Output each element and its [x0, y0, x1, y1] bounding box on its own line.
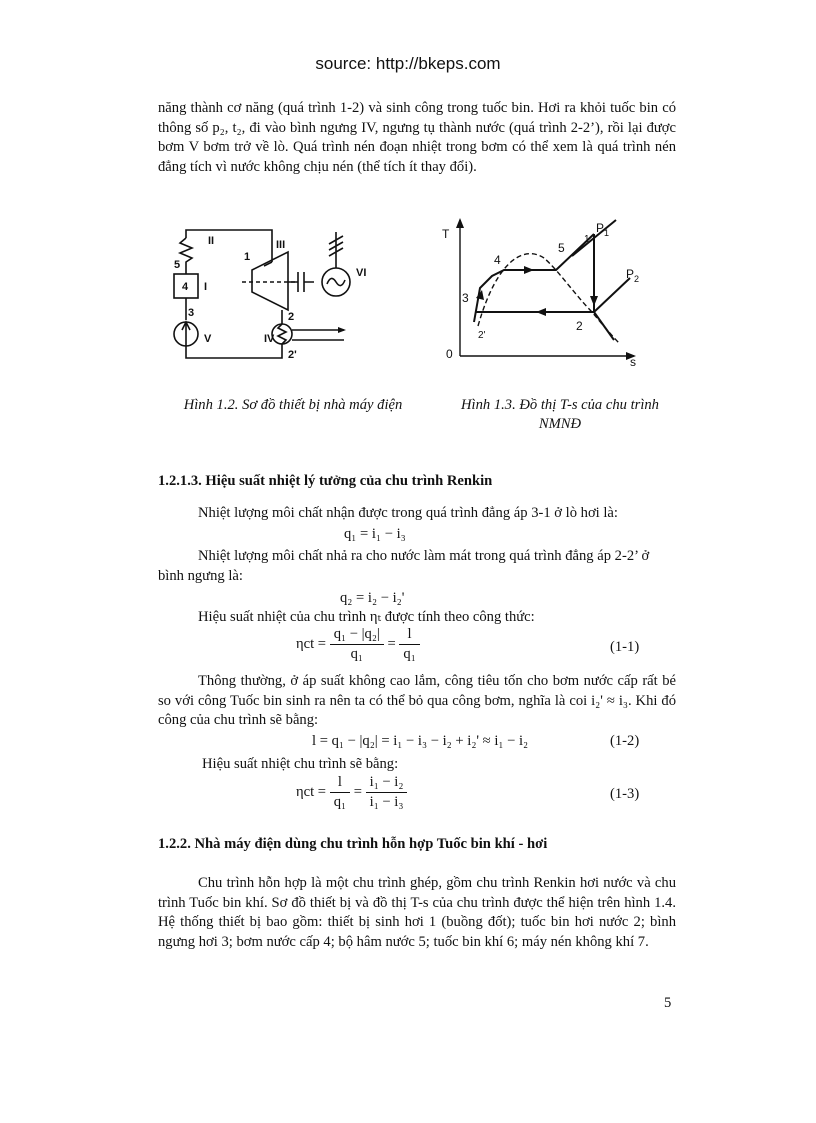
axis-s: s: [630, 355, 636, 369]
eq11-equals: =: [387, 635, 396, 652]
eq11-numerator-1: q₁ − |q₂|: [330, 626, 384, 645]
point-2: 2: [576, 319, 583, 333]
equation-1-1: [296, 626, 420, 663]
label-p1-sub: 1: [604, 228, 610, 238]
point-2prime: 2': [478, 330, 486, 341]
label-iii: III: [276, 239, 286, 251]
label-p2-sub: 2: [634, 274, 640, 284]
caption-figure-1-3: [440, 396, 680, 434]
label-p2: P: [626, 267, 635, 281]
label-2prime: 2': [288, 349, 297, 361]
eq13-equals: =: [353, 783, 362, 800]
eq13-fraction-2: [366, 774, 408, 811]
origin-0: 0: [446, 347, 453, 361]
label-p1: P: [596, 221, 605, 235]
eq13-denominator-2: i₁ − i₃: [369, 794, 404, 810]
caption-figure-1-2: Hình 1.2. Sơ đồ thiết bị nhà máy điện: [183, 397, 403, 413]
caption-figure-1-3-line1: Hình 1.3. Đồ thị T-s của chu trình: [461, 397, 659, 413]
eq11-denominator-1: q₁: [350, 646, 363, 662]
eq11-lhs: ηct =: [296, 635, 327, 652]
label-i: I: [204, 281, 208, 293]
eq11-numerator-2: l: [399, 626, 419, 645]
paragraph-combined-cycle: Chu trình hỗn hợp là một chu trình ghép, gồm chu trình Renkin hơi nước và chu trình Tuốc bin khí. Sơ đồ thiết bị và đồ thị T-s của chu trình được thể hiện trên hình 1.4. Hệ thống thiết bị bao gồm: thiết bị sinh hơi 1 (buồng đốt); tuốc bin hơi nước 2; bình ngưng hơi 3; bơm nước cấp 4; bộ hâm nước 5; tuốc bin khí 6; máy nén không khí 7.: [158, 875, 676, 950]
eq13-lhs: ηct =: [296, 783, 327, 800]
paragraph-heat-rejected-line2: bình ngưng là:: [158, 568, 243, 584]
label-2: 2: [288, 311, 295, 323]
label-3: 3: [188, 307, 195, 319]
axis-t: T: [442, 227, 450, 241]
page-number: 5: [664, 995, 672, 1011]
paragraph-cycle-efficiency: Hiệu suất nhiệt chu trình sẽ bằng:: [202, 756, 399, 772]
paragraph-pump-work: Thông thường, ở áp suất không cao lắm, công tiêu tốn cho bơm nước cấp rất bé so với công Tuốc bin sinh ra nên ta có thể bỏ qua công bơm, nghĩa là coi i₂' ≈ i₃. Khi đó công của chu trình sẽ bằng:: [158, 673, 676, 728]
label-4: 4: [182, 281, 189, 293]
eq11-denominator-2: q₁: [403, 646, 416, 662]
section-heading-1-2-2: 1.2.2. Nhà máy điện dùng chu trình hỗn hợp Tuốc bin khí - hơi: [158, 836, 548, 852]
label-iv: IV: [264, 333, 275, 345]
eq13-numerator-1: l: [330, 774, 350, 793]
equation-number-1-3: (1-3): [610, 786, 640, 802]
caption-figure-1-3-line2: NMNĐ: [538, 416, 582, 432]
paragraph-heat-received: Nhiệt lượng môi chất nhận được trong quá trình đẳng áp 3-1 ở lò hơi là:: [198, 505, 618, 521]
point-5: 5: [558, 241, 565, 255]
source-header: source: http://bkeps.com: [315, 54, 501, 73]
eq11-fraction-2: [399, 626, 419, 663]
point-1: 1: [584, 234, 590, 245]
label-vi: VI: [356, 267, 367, 279]
equation-number-1-1: (1-1): [610, 639, 640, 655]
equation-number-1-2: (1-2): [610, 733, 640, 749]
eq13-fraction-1: [330, 774, 350, 811]
section-heading-1-2-1-3: 1.2.1.3. Hiệu suất nhiệt lý tưởng của chu trình Renkin: [158, 473, 493, 489]
eq13-numerator-2: i₁ − i₂: [366, 774, 408, 793]
eq13-denominator-1: q₁: [333, 794, 347, 810]
point-4: 4: [494, 253, 501, 267]
ts-diagram: [436, 216, 646, 372]
point-3: 3: [462, 291, 469, 305]
equation-1-3: [296, 774, 407, 811]
label-ii: II: [208, 235, 215, 247]
label-v: V: [204, 333, 212, 345]
equation-q2: q₂ = i₂ − i₂': [340, 590, 405, 606]
intro-paragraph: năng thành cơ năng (quá trình 1-2) và sinh công trong tuốc bin. Hơi ra khỏi tuốc bin có thông số p₂, t₂, đi vào bình ngưng IV, ngưng tụ thành nước (quá trình 2-2’), rồi lại được bơm V bơm trở về lò. Quá trình nén đoạn nhiệt trong bơm có thể xem là quá trình nén đẳng tích vì nước không chịu nén (thể tích ít thay đổi).: [158, 100, 676, 175]
paragraph-heat-rejected-line1: Nhiệt lượng môi chất nhả ra cho nước làm mát trong quá trình đẳng áp 2-2’ ở: [198, 548, 650, 564]
paragraph-efficiency-formula: Hiệu suất nhiệt của chu trình ηₜ được tính theo công thức:: [198, 609, 535, 625]
label-1: 1: [244, 251, 251, 263]
label-5: 5: [174, 259, 181, 271]
eq11-fraction-1: [330, 626, 384, 663]
equation-1-2: l = q₁ − |q₂| = i₁ − i₃ − i₂ + i₂' ≈ i₁ − i₂: [312, 733, 529, 749]
power-plant-schematic: [164, 218, 376, 370]
equation-q1: q₁ = i₁ − i₃: [344, 526, 406, 542]
